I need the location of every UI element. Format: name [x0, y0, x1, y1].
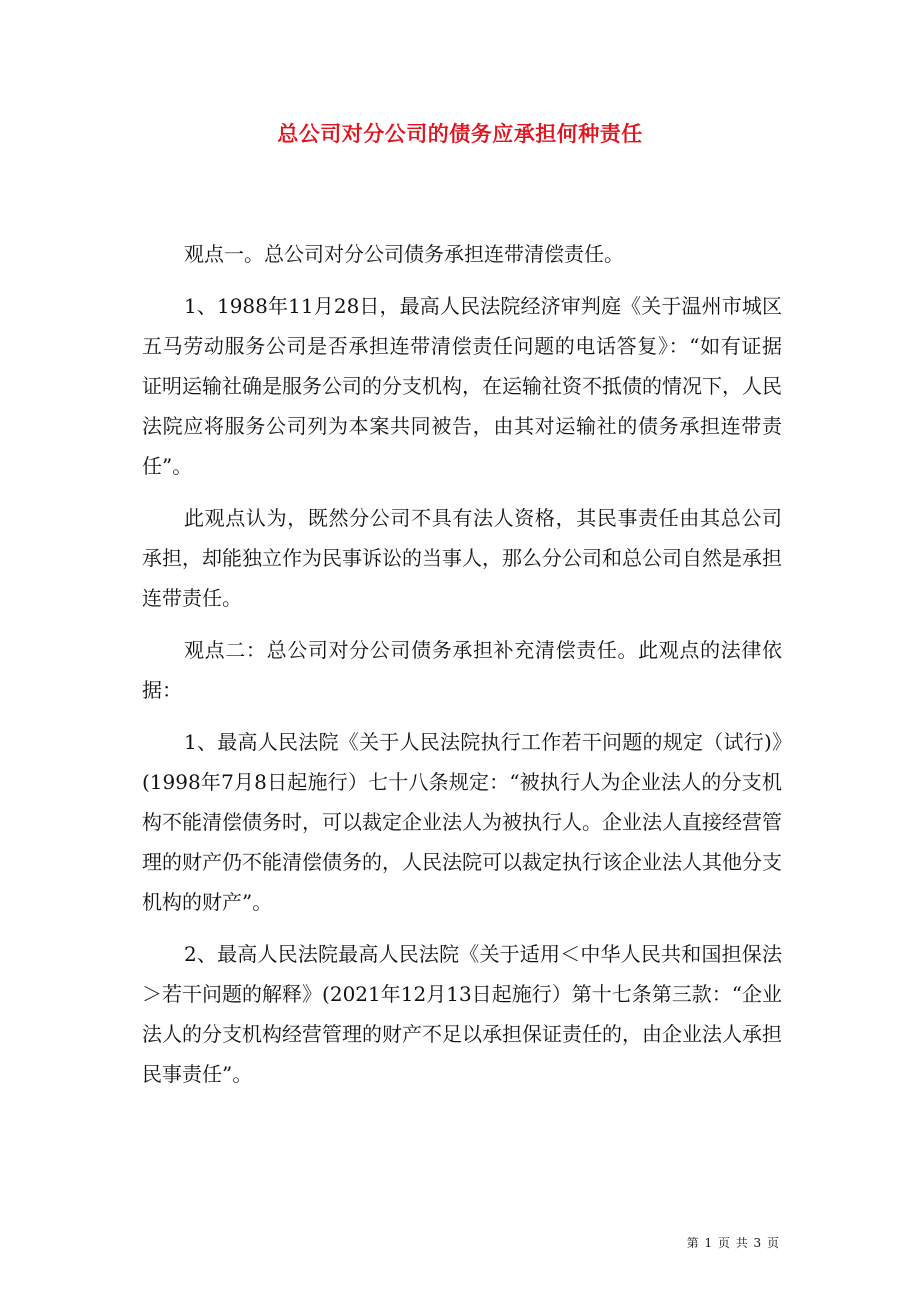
page-number-footer: 第 1 页 共 3 页: [686, 1236, 780, 1250]
document-title: 总公司对分公司的债务应承担何种责任: [277, 121, 643, 146]
paragraph-execution-rules: 1、最高人民法院《关于人民法院执行工作若干问题的规定（试行)》(1998年7月8日起施行）七十八条规定：“被执行人为企业法人的分支机构不能清偿债务时，可以裁定企业法人为被执行人。企业法人直接经营管理的财产仍不能清偿债务的，人民法院可以裁定执行该企业法人其他分支机构的财产”。: [142, 730, 782, 914]
paragraph-viewpoint-one-reasoning: 此观点认为，既然分公司不具有法人资格，其民事责任由其总公司承担，却能独立作为民事诉讼的当事人，那么分公司和总公司自然是承担连带责任。: [142, 506, 782, 610]
paragraph-1988-reply: 1、1988年11月28日，最高人民法院经济审判庭《关于温州市城区五马劳动服务公司是否承担连带清偿责任问题的电话答复》：“如有证据证明运输社确是服务公司的分支机构，在运输社资不抵债的情况下，人民法院应将服务公司列为本案共同被告，由其对运输社的债务承担连带责任”。: [142, 294, 782, 478]
paragraph-viewpoint-one: 观点一。总公司对分公司债务承担连带清偿责任。: [184, 242, 624, 266]
paragraph-viewpoint-two: 观点二：总公司对分公司债务承担补充清偿责任。此观点的法律依据：: [142, 638, 782, 702]
document-body: [142, 234, 782, 1106]
paragraph-guarantee-law-interpretation: 2、最高人民法院最高人民法院《关于适用＜中华人民共和国担保法＞若干问题的解释》(2021年12月13日起施行）第十七条第三款：“企业法人的分支机构经营管理的财产不足以承担保证责任的，由企业法人承担民事责任”。: [142, 942, 782, 1086]
